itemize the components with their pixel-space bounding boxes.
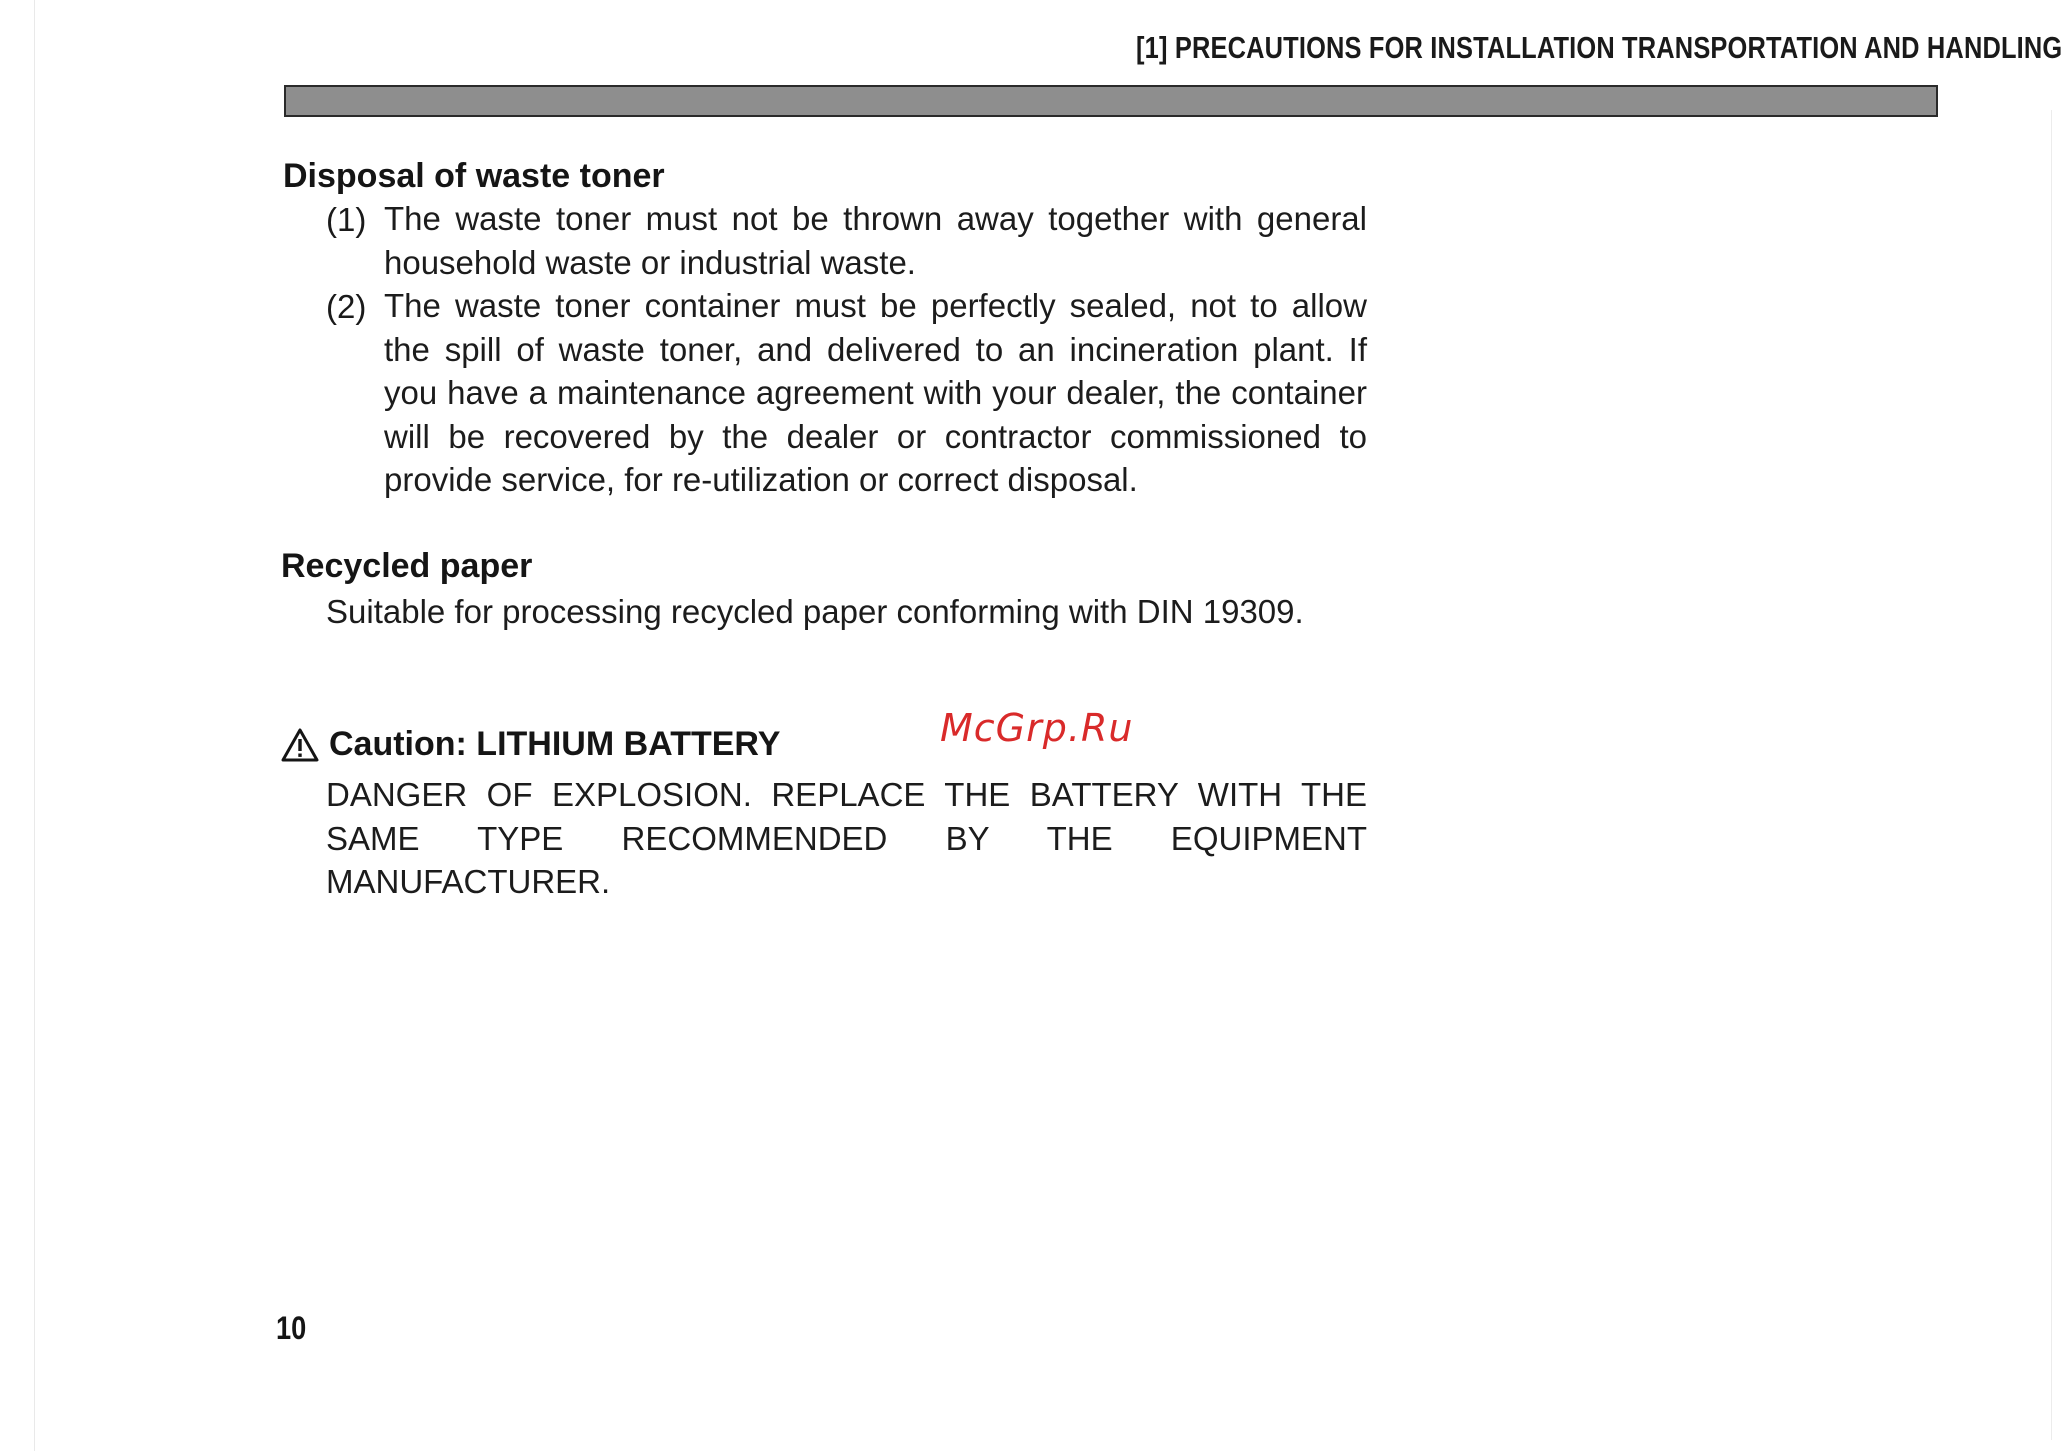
heading-waste-toner: Disposal of waste toner bbox=[283, 157, 665, 195]
caution-heading-row bbox=[281, 725, 780, 764]
watermark-logo: McGrp.Ru bbox=[940, 706, 1134, 750]
item-text-1: The waste toner must not be thrown away together with general household waste or industrial waste. bbox=[384, 200, 1367, 281]
scan-edge-left bbox=[34, 0, 35, 1451]
item-text-2: The waste toner container must be perfectly sealed, not to allow the spill of waste toner, and delivered to an incineration plant. If you have a maintenance agreement with your dealer, the container will be recovered by the dealer or contractor commissioned to provide service, for re-utilization or correct disposal. bbox=[384, 287, 1367, 498]
page-header-title: [1] PRECAUTIONS FOR INSTALLATION TRANSPORTATION AND HANDLING bbox=[1136, 30, 2063, 65]
caution-heading: Caution: LITHIUM BATTERY bbox=[329, 725, 781, 763]
page-number: 10 bbox=[276, 1310, 307, 1346]
scan-edge-right bbox=[2051, 110, 2052, 1440]
item-number-2: (2) bbox=[326, 288, 367, 325]
warning-triangle-icon bbox=[281, 728, 319, 762]
header-rule-bar bbox=[284, 85, 1938, 117]
item-number-1: (1) bbox=[326, 201, 367, 238]
recycled-paper-text: Suitable for processing recycled paper conforming with DIN 19309. bbox=[326, 593, 1304, 630]
heading-recycled-paper: Recycled paper bbox=[281, 547, 533, 585]
caution-text: DANGER OF EXPLOSION. REPLACE THE BATTERY WITH THE SAME TYPE RECOMMENDED BY THE EQUIPMENT MANUFACTURER. bbox=[326, 776, 1367, 900]
